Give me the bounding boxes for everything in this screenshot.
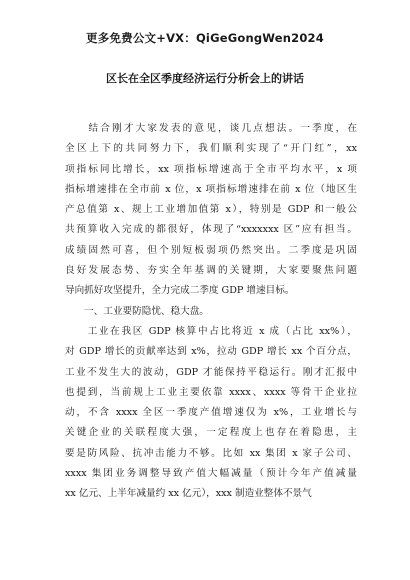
document-body [65, 119, 357, 505]
text-line: 产总值第 x、规上工业增加值第 x），特别是 GDP 和一般公 [65, 204, 357, 216]
text-line: 导向抓好攻坚提升，全力完成二季度 GDP 增速目标。 [65, 285, 295, 297]
text-line: 指标增速排在全市前 x 位，x 项指标增速排在前 x 位（地区生 [65, 183, 357, 195]
text-line: 共预算收入完成的都很好，体现了“xxxxxxx 区”应有担当。 [65, 224, 357, 236]
text-line: 关键企业的关联程度大强，一定程度上也存在着隐患，主 [65, 427, 357, 439]
text-line: 工业不发生大的波动，GDP 才能保持平稳运行。刚才汇报中 [65, 366, 357, 378]
text-line: 全区上下的共同努力下，我们顺利实现了“开门红”，xx [65, 143, 357, 155]
watermark-header: 更多免费公文+VX：QiGeGongWen2024 [86, 31, 324, 45]
text-line: 项指标同比增长，xx 项指标增速高于全市平均水平，x 项 [65, 163, 357, 175]
text-line: 良好发展态势、夯实全年基调的关键期，大家要聚焦问题 [65, 265, 357, 277]
text-line: 要是防风险、抗冲击能力不够。比如 xx 集团 x 家子公司、 [65, 447, 357, 459]
text-line: 对 GDP 增长的贡献率达到 x%，拉动 GDP 增长 xx 个百分点， [65, 346, 357, 358]
text-line: 结合刚才大家发表的意见，谈几点想法。一季度，在 [65, 123, 357, 134]
text-line: 也提到，当前规上工业主要依靠 xxxx、xxxx 等骨干企业拉 [65, 386, 357, 398]
paragraph [65, 302, 357, 322]
text-line: xx 亿元、上半年减量约 xx 亿元），xxx 制造业整体不景气 [65, 488, 312, 500]
text-line: 一、工业要防隐忧、稳大盘。 [65, 305, 209, 317]
text-line: 工业在我区 GDP 核算中占比将近 x 成（占比 xx%）， [65, 325, 357, 337]
text-line: 动，不含 xxxx 全区一季度产值增速仅为 x%，工业增长与 [65, 407, 357, 419]
text-line: 成绩固然可喜，但个别短板弱项仍然突出。二季度是巩固 [65, 244, 357, 256]
document-title: 区长在全区季度经济运行分析会上的讲话 [106, 72, 304, 85]
paragraph [65, 119, 357, 302]
text-line: xxxx 集团业务调整导致产值大幅减量（预计今年产值减量 [65, 468, 357, 480]
paragraph [65, 322, 357, 505]
